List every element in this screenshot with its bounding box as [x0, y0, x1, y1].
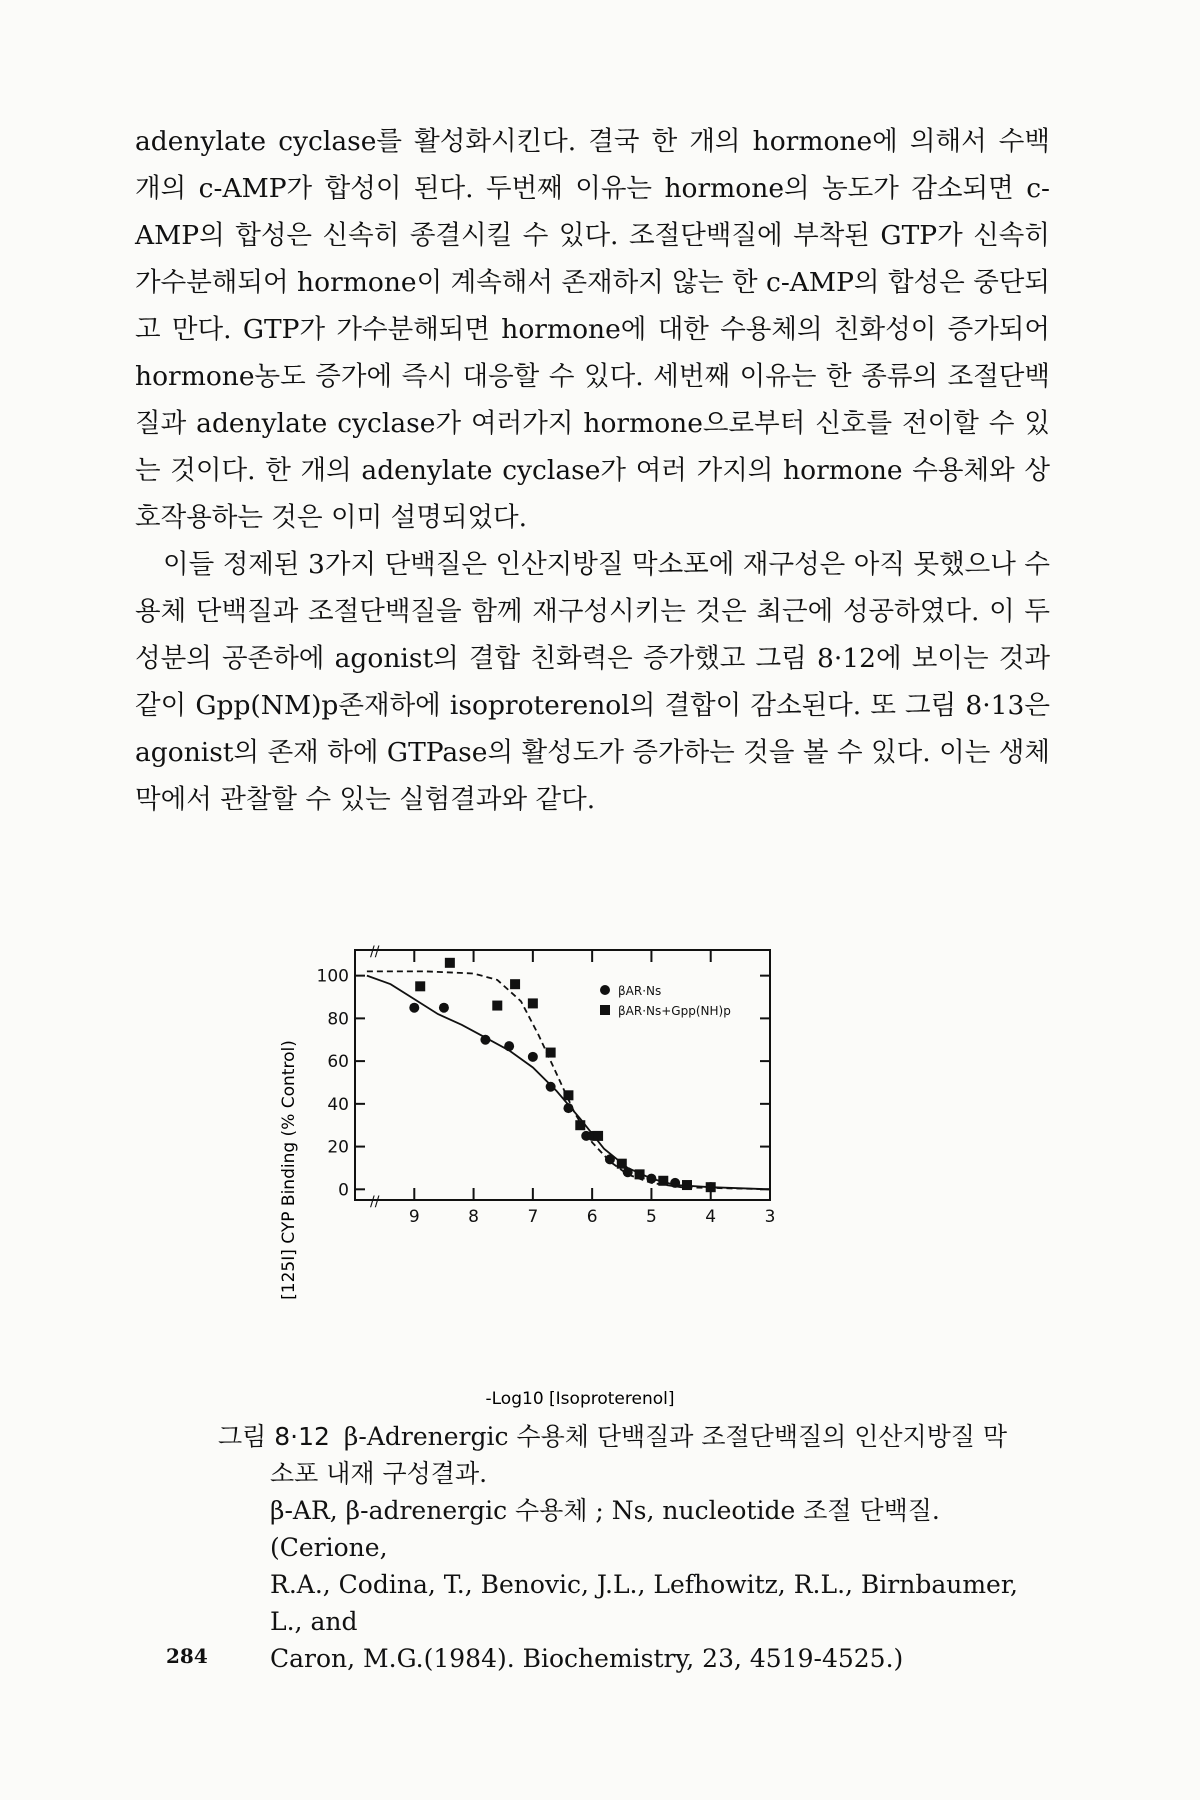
series-1-point-12	[646, 1174, 656, 1184]
x-tick-label-5: 5	[646, 1207, 657, 1227]
page-number: 284	[166, 1644, 208, 1668]
x-tick-label-4: 4	[705, 1207, 717, 1227]
x-tick-label-8: 8	[468, 1207, 479, 1227]
caption-line-1: β-Adrenergic 수용체 단백질과 조절단백질의 인산지방질 막	[343, 1422, 1008, 1451]
y-tick-label-100: 100	[316, 966, 349, 987]
legend-marker-2	[600, 1005, 610, 1015]
series-2-point-3	[492, 1001, 502, 1011]
caption-first-line	[218, 1418, 1048, 1455]
y-tick-label-20: 20	[327, 1137, 349, 1158]
axis-break-top: //	[370, 944, 380, 960]
caption-line-2: 소포 내재 구성결과.	[270, 1459, 488, 1488]
legend-label-1: βAR·Ns	[618, 984, 662, 998]
x-tick-label-7: 7	[527, 1207, 539, 1227]
legend-label-2: βAR·Ns+Gpp(NH)p	[618, 1004, 731, 1018]
figure-caption	[218, 1418, 1048, 1677]
series-1-point-1	[409, 1003, 419, 1013]
axis-break-bottom: //	[370, 1194, 380, 1210]
series-2-point-12	[658, 1176, 668, 1186]
x-tick-label-9: 9	[408, 1207, 420, 1227]
x-axis-label: -Log10 [Isoproterenol]	[485, 1389, 675, 1409]
data-points	[409, 958, 715, 1192]
figure-8-12-chart	[279, 930, 890, 1410]
series-1-point-2	[439, 1003, 449, 1013]
series-1-point-11	[623, 1167, 633, 1177]
y-axis-label: [125I] CYP Binding (% Control)	[279, 1040, 299, 1300]
series-1-point-3	[480, 1035, 490, 1045]
series-1-point-6	[546, 1082, 556, 1092]
series-2-point-7	[563, 1090, 573, 1100]
series-1-point-7	[563, 1103, 573, 1113]
series-2-point-8	[575, 1120, 585, 1130]
series-2-point-10	[617, 1159, 627, 1169]
series-2-point-9	[593, 1131, 603, 1141]
series-1-point-5	[528, 1052, 538, 1062]
series-2-point-1	[415, 981, 425, 991]
body-text	[135, 118, 1050, 823]
caption-line-5: Caron, M.G.(1984). Biochemistry, 23, 4519-4525.)	[270, 1644, 904, 1673]
binding-curve-chart	[279, 930, 890, 1410]
series-2-point-11	[635, 1169, 645, 1179]
caption-label: 그림 8·12	[218, 1422, 330, 1451]
legend-marker-1	[600, 985, 610, 995]
paragraph-2: 이들 정제된 3가지 단백질은 인산지방질 막소포에 재구성은 아직 못했으나 수용체 단백질과 조절단백질을 함께 재구성시키는 것은 최근에 성공하였다. 이 두 성분의 공존하에 agonist의 결합 친화력은 증가했고 그림 8·12에 보이는 것과 같이 Gpp(NM)p존재하에 isoproterenol의 결합이 감소된다. 또 그림 8·13은 agonist의 존재 하에 GTPase의 활성도가 증가하는 것을 볼 수 있다. 이는 생체막에서 관찰할 수 있는 실험결과와 같다.	[135, 549, 1050, 815]
y-tick-label-40: 40	[327, 1094, 349, 1115]
series-1-point-10	[605, 1154, 615, 1164]
y-tick-label-60: 60	[327, 1052, 349, 1073]
series-2-point-6	[546, 1048, 556, 1058]
series-1-point-13	[670, 1178, 680, 1188]
series-2-point-5	[528, 998, 538, 1008]
caption-line-4: R.A., Codina, T., Benovic, J.L., Lefhowitz, R.L., Birnbaumer, L., and	[270, 1570, 1018, 1636]
x-tick-label-6: 6	[586, 1207, 598, 1227]
series-2-point-4	[510, 979, 520, 989]
series-2-point-13	[682, 1180, 692, 1190]
y-tick-label-0: 0	[338, 1180, 349, 1201]
series-2-point-2	[445, 958, 455, 968]
x-tick-label-3: 3	[764, 1207, 776, 1227]
chart-legend	[600, 984, 731, 1018]
series-1-point-4	[504, 1041, 514, 1051]
caption-line-3: β-AR, β-adrenergic 수용체 ; Ns, nucleotide 조절 단백질. (Cerione,	[270, 1496, 940, 1562]
y-tick-label-80: 80	[327, 1009, 349, 1030]
paragraph-1: adenylate cyclase를 활성화시킨다. 결국 한 개의 hormone에 의해서 수백 개의 c-AMP가 합성이 된다. 두번째 이유는 hormone의 농도가 감소되면 c-AMP의 합성은 신속히 종결시킬 수 있다. 조절단백질에 부착된 GTP가 신속히 가수분해되어 hormone이 계속해서 존재하지 않는 한 c-AMP의 합성은 중단되고 만다. GTP가 가수분해되면 hormone에 대한 수용체의 친화성이 증가되어 hormone농도 증가에 즉시 대응할 수 있다. 세번째 이유는 한 종류의 조절단백질과 adenylate cyclase가 여러가지 hormone으로부터 신호를 전이할 수 있는 것이다. 한 개의 adenylate cyclase가 여러 가지의 hormone 수용체와 상호작용하는 것은 이미 설명되었다.	[135, 126, 1050, 533]
